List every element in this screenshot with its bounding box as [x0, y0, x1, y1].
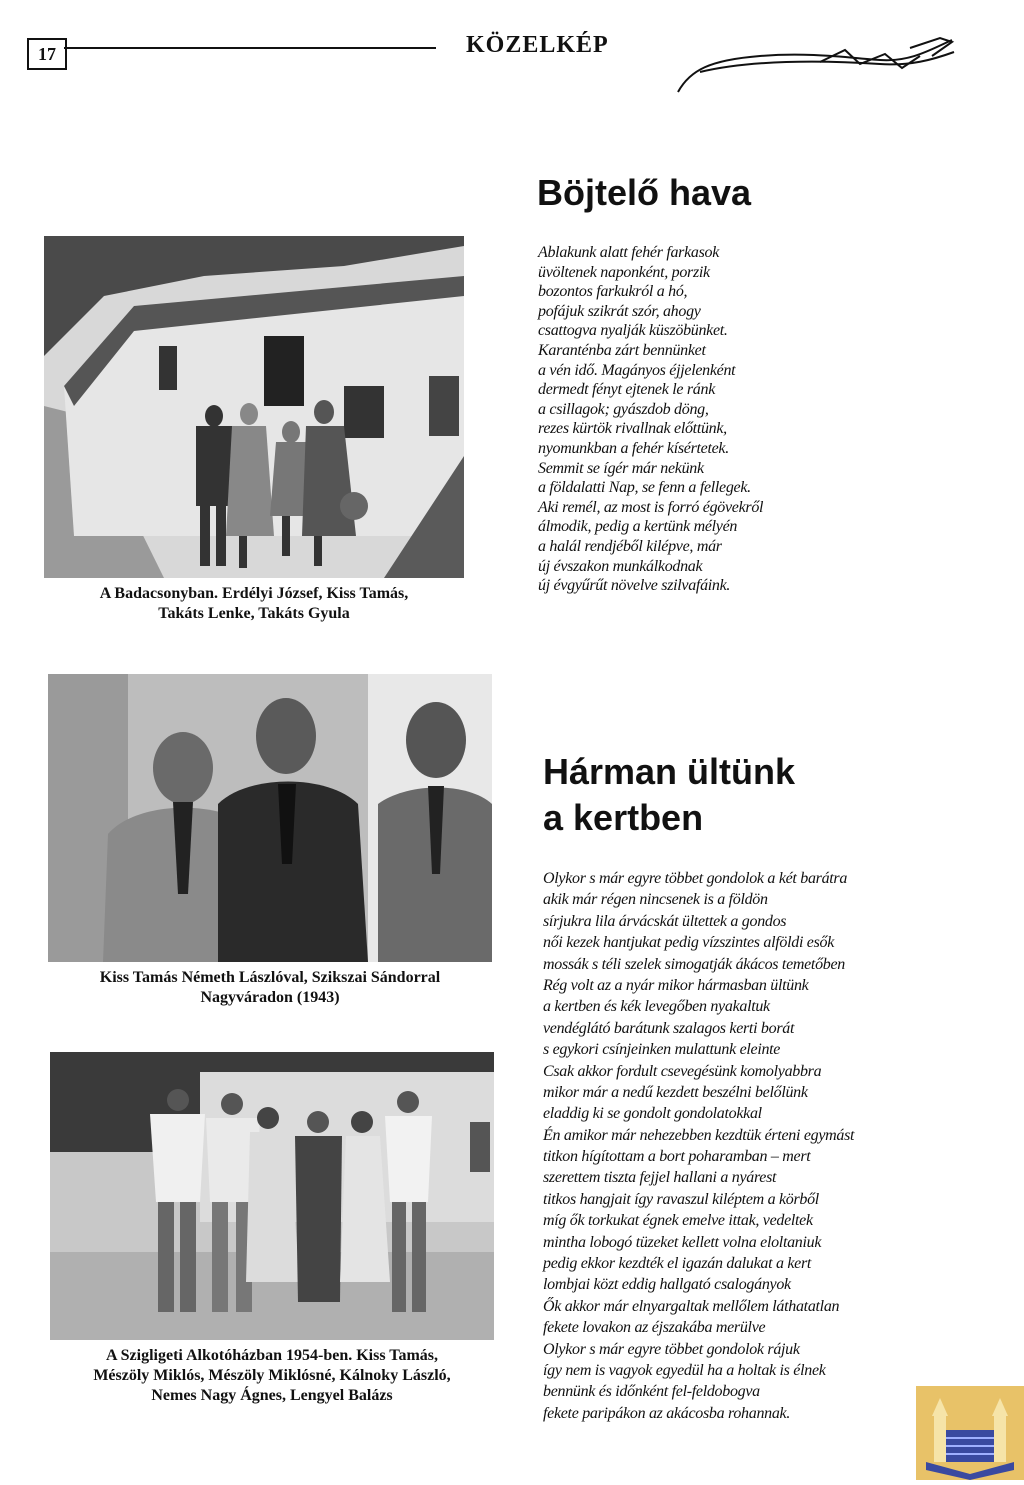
- page-number: 17: [27, 38, 67, 70]
- poem-line: a vén idő. Magányos éjjelenként: [538, 361, 736, 379]
- poem-line: álmodik, pedig a kertünk mélyén: [538, 518, 738, 536]
- poem-line: dermedt fényt ejtenek le ránk: [538, 381, 715, 399]
- poem-line: nyomunkban a fehér kísértetek.: [538, 439, 729, 457]
- poem-line: Olykor s már egyre többet gondolok a két barátra: [543, 870, 848, 887]
- poem-line: mossák s téli szelek simogatják ákácos temetőben: [543, 955, 845, 973]
- poem-line: a földalatti Nap, se fenn a fellegek.: [538, 479, 751, 497]
- poem-line: így nem is vagyok egyedül ha a holtak is élnek: [543, 1361, 826, 1379]
- poem1-title: Böjtelő hava: [537, 172, 752, 213]
- caption-line: Takáts Lenke, Takáts Gyula: [158, 605, 350, 622]
- poem-line: Aki remél, az most is forró égövekről: [538, 498, 764, 516]
- header-rule: [64, 47, 436, 49]
- photo-nagyvarad: [48, 674, 492, 962]
- poem-line: Karanténba zárt bennünket: [538, 341, 706, 359]
- section-title: KÖZELKÉP: [466, 32, 609, 58]
- photo3-caption: [50, 1346, 494, 1406]
- poem2-title: [543, 749, 795, 841]
- poem-line: eladdig ki se gondolt gondolatokkal: [543, 1105, 762, 1123]
- poem-line: rezes kürtök rivallnak előttünk,: [538, 420, 727, 438]
- poem-line: a halál rendjéből kilépve, már: [538, 537, 722, 555]
- poem-line: Semmit se ígér már nekünk: [538, 459, 704, 477]
- poem-line: új évgyűrűt növelve szilvafáink.: [538, 577, 731, 595]
- poem2-title-line2: a kertben: [543, 797, 704, 838]
- poem2-body: [543, 868, 854, 1424]
- poem-line: Ők akkor már elnyargaltak mellőlem láthatatlan: [543, 1297, 840, 1315]
- photo-szigliget: [50, 1052, 494, 1340]
- poem-line: pofájuk szikrát szór, ahogy: [538, 302, 701, 320]
- poem-line: titkon hígítottam a bort poharamban – mert: [543, 1148, 811, 1166]
- poem1-body: [538, 243, 763, 596]
- poem-line: sírjukra lila árvácskát ültettek a gondos: [543, 912, 787, 930]
- poem-line: vendéglátó barátunk szalagos kerti borát: [543, 1019, 795, 1037]
- poem-line: s egykori csínjeinken mulattunk eleinte: [543, 1041, 781, 1059]
- poem-line: bozontos farkukról a hó,: [538, 283, 688, 301]
- photo2-caption: [48, 968, 492, 1008]
- poem-line: új évszakon munkálkodnak: [538, 557, 703, 575]
- poem-line: Én amikor már nehezebben kezdtük érteni egymást: [543, 1126, 855, 1144]
- quill-icon: [670, 30, 960, 100]
- photo1-caption: [44, 584, 464, 624]
- poem-line: pedig ekkor kezdték el igazán dalukat a kert: [543, 1255, 812, 1273]
- poem-line: üvöltenek naponként, porzik: [538, 263, 710, 281]
- caption-line: Nagyváradon (1943): [200, 989, 340, 1006]
- poem-line: Olykor s már egyre többet gondolok rájuk: [543, 1340, 800, 1358]
- caption-line: Kiss Tamás Németh Lászlóval, Szikszai Sándorral: [99, 969, 441, 986]
- poem-line: szerettem tiszta fejjel hallani a nyárest: [543, 1169, 777, 1187]
- caption-line: A Szigligeti Alkotóházban 1954-ben. Kiss Tamás,: [105, 1347, 439, 1364]
- caption-line: A Badacsonyban. Erdélyi József, Kiss Tamás,: [99, 585, 409, 602]
- poem-line: mintha lobogó tüzeket kellett volna eloltaniuk: [543, 1233, 822, 1251]
- poem-line: míg ők torkukat égnek emelve ittak, vedeltek: [543, 1212, 813, 1230]
- poem-line: fekete lovakon az éjszakába merülve: [543, 1319, 766, 1337]
- poem-line: mikor már a nedű kezdett beszélni belőlünk: [543, 1083, 808, 1101]
- poem-line: a csillagok; gyászdob döng,: [538, 400, 709, 418]
- poem-line: női kezek hantjukat pedig vízszintes alföldi esők: [543, 934, 835, 952]
- poem-line: lombjai közt eddig hallgató csalogányok: [543, 1276, 791, 1294]
- library-emblem-icon: [916, 1386, 1024, 1480]
- caption-line: Nemes Nagy Ágnes, Lengyel Balázs: [151, 1387, 393, 1404]
- poem-line: titkos hangjait így ravaszul kiléptem a körből: [543, 1190, 819, 1208]
- poem-line: akik már régen nincsenek is a földön: [543, 891, 768, 909]
- poem-line: csattogva nyalják küszöbünket.: [538, 322, 728, 340]
- caption-line: Mészöly Miklós, Mészöly Miklósné, Kálnoky László,: [93, 1367, 451, 1384]
- poem-line: fekete paripákon az akácosba rohannak.: [543, 1404, 791, 1422]
- poem2-title-line1: Hárman ültünk: [543, 751, 796, 792]
- poem-line: Csak akkor fordult csevegésünk komolyabbra: [543, 1062, 822, 1080]
- poem-line: bennünk és időnként fel-feldobogva: [543, 1383, 760, 1401]
- page-header: [0, 0, 1024, 110]
- poem-line: Ablakunk alatt fehér farkasok: [538, 244, 720, 261]
- poem-line: a kertben és kék levegőben nyakaltuk: [543, 998, 770, 1016]
- photo-badacsony: [44, 236, 464, 578]
- poem-line: Rég volt az a nyár mikor hármasban ültünk: [543, 976, 809, 994]
